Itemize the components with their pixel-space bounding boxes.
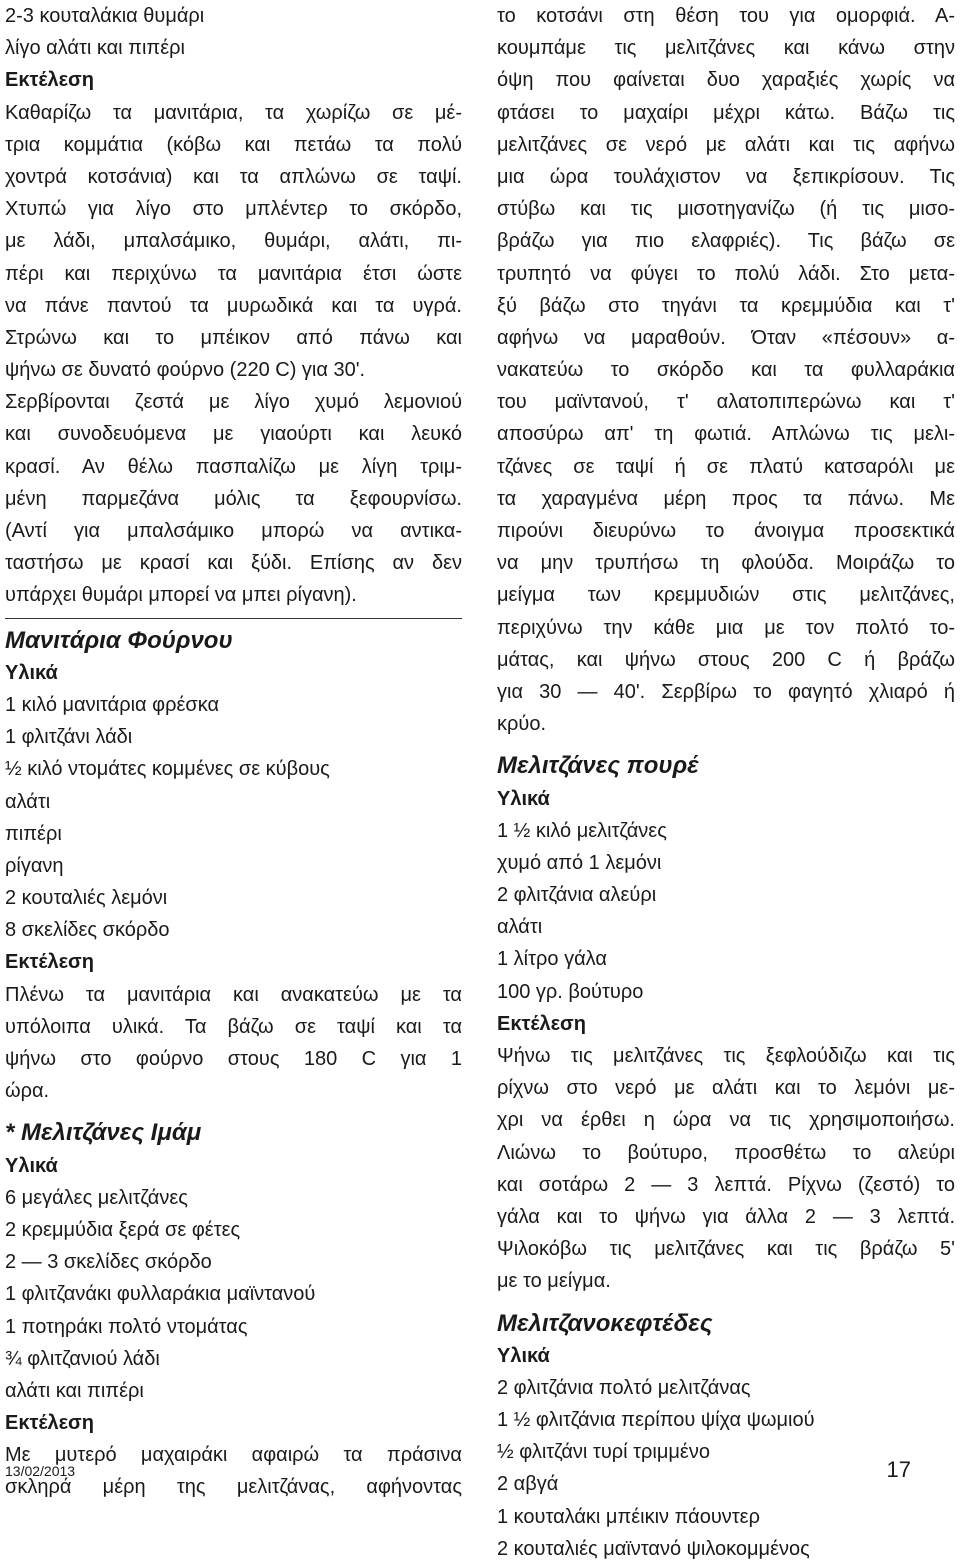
- list-item: 100 γρ. βούτυρο: [497, 980, 644, 1003]
- list-item: 2 κρεμμύδια ξερά σε φέτες: [5, 1218, 241, 1241]
- puree-method: [497, 1040, 955, 1298]
- text-line: μείγμα των κρεμμυδιών στις μελιτζάνες,: [497, 584, 955, 607]
- oven-mushrooms-method: [5, 979, 462, 1108]
- text-line: μένη παρμεζάνα μόλις τα ξεφουρνίσω.: [5, 487, 462, 510]
- imam-title: * Μελιτζάνες Ιμάμ: [5, 1119, 202, 1147]
- text-line: περιχύνω την κάθε μια με τον πολτό το-: [497, 616, 955, 639]
- oven-mushrooms-title: Μανιτάρια Φούρνου: [5, 626, 233, 654]
- text-line: ψήνω στο φούρνο στους 180 C για 1: [5, 1048, 462, 1070]
- list-item: 1 κιλό μανιτάρια φρέσκα: [5, 693, 220, 716]
- puree-ingredients: [497, 815, 955, 1008]
- text-line: βράζω για πιο ελαφριές). Τις βάζω σε: [497, 230, 955, 253]
- text-line: γάλα και το ψήνω για άλλα 2 — 3 λεπτά.: [497, 1205, 955, 1228]
- list-item: αλάτι και πιπέρι: [5, 1379, 144, 1402]
- text-line: να μην τρυπήσω τη φλούδα. Μοιράζω το: [497, 552, 955, 575]
- list-item: 2 φλιτζάνια πολτό μελιτζάνας: [497, 1376, 751, 1399]
- list-item: λίγο αλάτι και πιπέρι: [5, 37, 185, 60]
- text-line: ρίχνω στο νερό με αλάτι και το λεμόνι με-: [497, 1077, 955, 1100]
- list-item: 1 ½ φλιτζάνια περίπου ψίχα ψωμιού: [497, 1409, 815, 1432]
- text-line: ταστήσω με κρασί και ξύδι. Επίσης αν δεν: [5, 552, 462, 575]
- list-item: ρίγανη: [5, 854, 64, 877]
- page-number: 17: [886, 1457, 911, 1482]
- puree-method-heading: Εκτέλεση: [497, 1012, 586, 1035]
- text-line: Στρώνω και το μπέικον από πάνω και: [5, 326, 462, 349]
- text-line: υπόλοιπα υλικά. Τα βάζω σε ταψί και τα: [5, 1015, 462, 1038]
- intro-method-heading: Εκτέλεση: [5, 69, 94, 92]
- list-item: αλάτι: [497, 916, 543, 939]
- oven-mushrooms-method-heading: Εκτέλεση: [5, 951, 94, 974]
- list-item: 6 μεγάλες μελιτζάνες: [5, 1186, 188, 1209]
- text-line: στύβω και τις μισοτηγανίζω (ή τις μισο-: [497, 198, 955, 221]
- text-line: τρια κομμάτια (κόβω και πετάω τα πολύ: [5, 133, 462, 156]
- text-line: τα χαραγμένα μέρη προς τα πάνω. Με: [497, 487, 955, 510]
- text-line: Ψήνω τις μελιτζάνες τις ξεφλούδιζω και τις: [497, 1045, 955, 1067]
- footer-date: 13/02/2013: [5, 1463, 76, 1479]
- text-line: για 30 — 40'. Σερβίρω το φαγητό χλιαρό ή: [497, 680, 955, 703]
- list-item: 2 φλιτζάνια αλεύρι: [497, 884, 657, 907]
- text-line: του μαϊντανού, τ' αλατοπιπερώνω και τ': [497, 391, 955, 414]
- puree-ingredients-heading: Υλικά: [497, 787, 550, 810]
- left-column: [5, 0, 462, 1504]
- text-line: Λιώνω το βούτυρο, προσθέτω το αλεύρι: [497, 1141, 955, 1164]
- text-line: κρασί. Αν θέλω πασπαλίζω με λίγη τριμ-: [5, 455, 462, 478]
- puree-title: Μελιτζάνες πουρέ: [497, 752, 699, 780]
- list-item: 2 κουταλιές λεμόνι: [5, 887, 168, 910]
- text-line: νακατεύω το σκόρδο και τα φυλλαράκια: [497, 359, 955, 382]
- text-line: χρι να έρθει η ώρα να τις χρησιμοποιήσω.: [497, 1109, 955, 1132]
- list-item: 1 ποτηράκι πολτό ντομάτας: [5, 1315, 248, 1338]
- list-item: 2-3 κουταλάκια θυμάρι: [5, 5, 205, 27]
- oven-mushrooms-ingredients: [5, 689, 462, 947]
- text-line: Χτυπώ για λίγο στο μπλέντερ το σκόρδο,: [5, 198, 462, 221]
- list-item: χυμό από 1 λεμόνι: [497, 851, 662, 874]
- text-line: αποσύρω απ' τη φωτιά. Απλώνω τις μελι-: [497, 423, 955, 446]
- list-item: αλάτι: [5, 790, 51, 813]
- text-line: κρύο.: [497, 713, 546, 736]
- text-line: σκληρά μέρη της μελιτζάνας, αφήνοντας: [5, 1476, 462, 1499]
- section-divider: [5, 612, 462, 619]
- list-item: 1 κουταλάκι μπέικιν πάουντερ: [497, 1505, 760, 1528]
- list-item: 2 κουταλιές μαϊντανό ψιλοκομμένος: [497, 1537, 810, 1560]
- imam-method-heading: Εκτέλεση: [5, 1412, 94, 1435]
- text-line: Πλένω τα μανιτάρια και ανακατεύω με τα: [5, 983, 462, 1006]
- text-line: όψη που φαίνεται δυο χαραξιές χωρίς να: [497, 69, 955, 92]
- text-line: μάτας, και ψήνω στους 200 C ή βράζω: [497, 648, 955, 671]
- list-item: ½ κιλό ντομάτες κομμένες σε κύβους: [5, 758, 330, 781]
- intro-method-text: [5, 97, 462, 387]
- list-item: 2 — 3 σκελίδες σκόρδο: [5, 1251, 212, 1274]
- text-line: τζάνες σε ταψί ή σε πλατύ κατσαρόλι με: [497, 455, 955, 478]
- text-line: ξύ βάζω στο τηγάνι τα κρεμμύδια και τ': [497, 294, 955, 317]
- text-line: και συνοδευόμενα με γιαούρτι και λευκό: [5, 423, 462, 446]
- intro-serving-text: [5, 386, 462, 611]
- text-line: ώρα.: [5, 1080, 50, 1103]
- text-line: τρυπητό να φύγει το πολύ λάδι. Στο μετα-: [497, 262, 955, 285]
- list-item: 1 λίτρο γάλα: [497, 948, 607, 971]
- text-line: με το μείγμα.: [497, 1270, 611, 1293]
- text-line: Σερβίρονται ζεστά με λίγο χυμό λεμονιού: [5, 391, 462, 414]
- list-item: 1 φλιτζανάκι φυλλαράκια μαϊντανού: [5, 1283, 316, 1306]
- text-line: αφήνω να μαραθούν. Όταν «πέσουν» α-: [497, 326, 955, 349]
- text-line: πιρούνι διευρύνω το άνοιγμα προσεκτικά: [497, 520, 955, 542]
- text-line: το κοτσάνι στη θέση του για ομορφιά. Α-: [497, 5, 955, 27]
- list-item: 8 σκελίδες σκόρδο: [5, 919, 170, 942]
- list-item: 1 φλιτζάνι λάδι: [5, 726, 133, 749]
- keftedes-ingredients-heading: Υλικά: [497, 1344, 550, 1367]
- list-item: ¾ φλιτζανιού λάδι: [5, 1347, 160, 1370]
- right-column: [497, 0, 955, 1565]
- text-line: (Αντί για μπαλσάμικο μπορώ να αντικα-: [5, 520, 462, 542]
- text-line: και σοτάρω 2 — 3 λεπτά. Ρίχνω (ζεστό) το: [497, 1173, 955, 1196]
- imam-method-continued: [497, 0, 955, 740]
- text-line: Καθαρίζω τα μανιτάρια, τα χωρίζω σε μέ-: [5, 101, 462, 124]
- text-line: κουμπάμε τις μελιτζάνες και κάνω στην: [497, 37, 955, 60]
- intro-ingredients: [5, 0, 462, 64]
- list-item: 2 αβγά: [497, 1473, 559, 1496]
- imam-ingredients: [5, 1182, 462, 1407]
- text-line: υπάρχει θυμάρι μπορεί να μπει ρίγανη).: [5, 584, 357, 607]
- text-line: μελιτζάνες σε νερό με αλάτι και τις αφήνω: [497, 133, 955, 156]
- list-item: ½ φλιτζάνι τυρί τριμμένο: [497, 1441, 710, 1464]
- text-line: με λάδι, μπαλσάμικο, θυμάρι, αλάτι, πι-: [5, 230, 462, 253]
- text-line: χοντρά κοτσάνια) και τα απλώνω σε ταψί.: [5, 165, 462, 188]
- list-item: 1 ½ κιλό μελιτζάνες: [497, 819, 667, 842]
- text-line: Με μυτερό μαχαιράκι αφαιρώ τα πράσινα: [5, 1444, 462, 1467]
- text-line: φτάσει το μαχαίρι μέχρι κάτω. Βάζω τις: [497, 101, 955, 124]
- text-line: ψήνω σε δυνατό φούρνο (220 C) για 30'.: [5, 359, 366, 382]
- keftedes-title: Μελιτζανοκεφτέδες: [497, 1309, 713, 1337]
- text-line: μια ώρα τουλάχιστον να ξεπικρίσουν. Τις: [497, 165, 955, 188]
- imam-ingredients-heading: Υλικά: [5, 1154, 58, 1177]
- text-line: να πάνε παντού τα μυρωδικά και τα υγρά.: [5, 294, 462, 317]
- text-line: Ψιλοκόβω τις μελιτζάνες και τις βράζω 5': [497, 1238, 955, 1261]
- list-item: πιπέρι: [5, 822, 62, 845]
- text-line: πέρι και περιχύνω τα μανιτάρια έτσι ώστε: [5, 262, 462, 285]
- oven-mushrooms-ingredients-heading: Υλικά: [5, 661, 58, 684]
